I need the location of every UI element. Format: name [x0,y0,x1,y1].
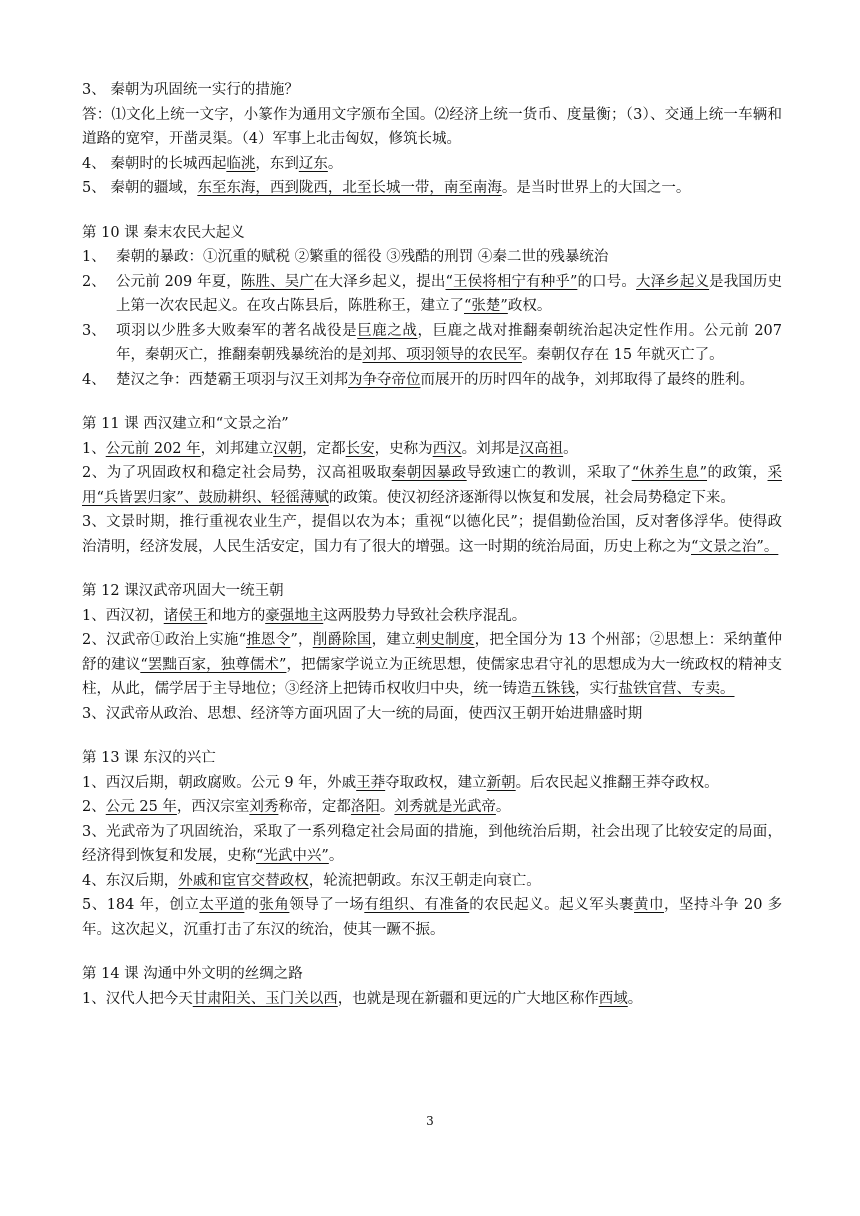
lesson-13-item-5: 5、184 年，创立太平道的张角领导了一场有组织、有准备的农民起义。起义军头裹黄巾，坚持斗争 20 多年。这次起义，沉重打击了东汉的统治，使其一蹶不振。 [82,897,783,938]
q3-answer: 答：⑴文化上统一文字，小篆作为通用文字颁布全国。⑵经济上统一货币、度量衡；（3）、交通上统一车辆和道路的宽窄，开凿灵渠。（4）军事上北击匈奴，修筑长城。 [82,106,782,147]
lesson-11-item-1: 1、公元前 202 年，刘邦建立汉朝，定都长安，史称为西汉。刘邦是汉高祖。 [82,440,578,457]
lesson-13-item-1: 1、西汉后期，朝政腐败。公元 9 年，外戚王莽夺取政权，建立新朝。后农民起义推翻王莽夺政权。 [82,774,719,791]
lesson-13-item-4: 4、东汉后期，外戚和宦官交替政权，轮流把朝政。东汉王朝走向衰亡。 [82,872,541,889]
lesson-14-title: 第 14 课 沟通中外文明的丝绸之路 [82,966,303,982]
lesson-12-title: 第 12 课汉武帝巩固大一统王朝 [82,583,284,599]
lesson-10-item-1: 1、 秦朝的暴政：①沉重的赋税 ②繁重的徭役 ③残酷的刑罚 ④秦二世的残暴统治 [82,249,609,265]
lesson-12-item-2: 2、汉武帝①政治上实施“推恩令”，削爵除国，建立刺史制度，把全国分为 13 个州部；②思想上：采纳董仲舒的建议“罢黜百家，独尊儒术”，把儒家学说立为正统思想，使儒家忠君守礼的思想成为大一统政权的精神支柱，从此，儒学居于主导地位；③经济上把铸币权收归中央，统一铸造五铢钱，实行盐铁官营、专卖。 [82,632,783,697]
lesson-10-item-3: 3、 项羽以少胜多大败秦军的著名战役是巨鹿之战，巨鹿之战对推翻秦朝统治起决定性作用。公元前 207 年，秦朝灭亡，推翻秦朝残暴统治的是刘邦、项羽领导的农民军。秦朝仅存在 15 年就灭亡了。 [82,322,783,363]
q3-title: 3、 秦朝为巩固统一实行的措施？ [82,82,299,98]
lesson-13-item-2: 2、公元 25 年，西汉宗室刘秀称帝，定都洛阳。刘秀就是光武帝。 [82,799,511,815]
lesson-11-item-2: 2、为了巩固政权和稳定社会局势，汉高祖吸取秦朝因暴政导致速亡的教训，采取了“休养生息”的政策，采用“兵皆罢归家”、鼓励耕织、轻徭薄赋的政策。使汉初经济逐渐得以恢复和发展，社会局势稳定下来。 [82,465,783,506]
q4: 4、 秦朝时的长城西起临洮，东到辽东。 [82,155,343,172]
lesson-10-title: 第 10 课 秦末农民大起义 [82,224,245,241]
lesson-13-item-3: 3、光武帝为了巩固统治，采取了一系列稳定社会局面的措施，到他统治后期，社会出现了比较安定的局面，经济得到恢复和发展，史称“光武中兴”。 [82,823,782,864]
q5: 5、 秦朝的疆域，东至东海，西到陇西，北至长城一带，南至南海。是当时世界上的大国之一。 [82,180,691,196]
lesson-13-title: 第 13 课 东汉的兴亡 [82,750,216,766]
lesson-10-item-2: 2、 公元前 209 年夏，陈胜、吴广在大泽乡起义，提出“王侯将相宁有种乎”的口号。大泽乡起义是我国历史上第一次农民起义。在攻占陈县后，陈胜称王，建立了“张楚”政权。 [82,273,783,314]
page-content [82,78,782,1011]
lesson-11-title: 第 11 课 西汉建立和“文景之治” [82,416,289,432]
lesson-12-item-1: 1、西汉初，诸侯王和地方的豪强地主这两股势力导致社会秩序混乱。 [82,607,527,624]
lesson-10-item-4: 4、 楚汉之争：西楚霸王项羽与汉王刘邦为争夺帝位而展开的历时四年的战争，刘邦取得了最终的胜利。 [82,371,754,388]
lesson-11-item-3: 3、文景时期，推行重视农业生产，提倡以农为本；重视“以德化民”；提倡勤俭治国，反对奢侈浮华。使得政治清明，经济发展，人民生活安定，国力有了很大的增强。这一时期的统治局面，历史上称之为“文景之治”。 [82,514,782,555]
lesson-14-item-1: 1、汉代人把今天甘肃阳关、玉门关以西，也就是现在新疆和更远的广大地区称作西域。 [82,990,643,1007]
lesson-12-item-3: 3、汉武帝从政治、思想、经济等方面巩固了大一统的局面，使西汉王朝开始进鼎盛时期 [82,705,643,722]
page-number: 3 [426,1114,434,1128]
